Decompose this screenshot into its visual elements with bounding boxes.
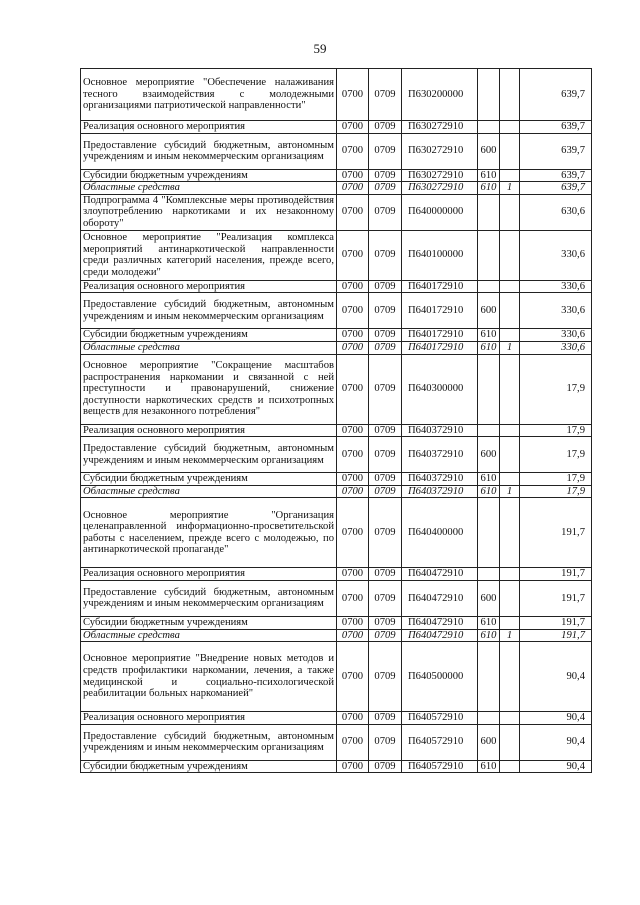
row-amount: 330,6 [520, 329, 592, 342]
row-amount: 17,9 [520, 485, 592, 498]
row-funding-source [500, 724, 520, 760]
row-expense-type: 610 [478, 485, 500, 498]
row-expense-type [478, 121, 500, 134]
row-subsection-code: 0709 [369, 424, 402, 437]
row-funding-source [500, 169, 520, 182]
row-funding-source [500, 329, 520, 342]
row-section-code: 0700 [337, 485, 369, 498]
row-expense-type: 600 [478, 437, 500, 473]
row-subsection-code: 0709 [369, 329, 402, 342]
row-target-article: П640100000 [402, 230, 478, 280]
row-name: Субсидии бюджетным учреждениям [81, 760, 337, 773]
row-target-article: П630272910 [402, 169, 478, 182]
row-section-code: 0700 [337, 121, 369, 134]
row-expense-type: 610 [478, 169, 500, 182]
row-name: Реализация основного мероприятия [81, 568, 337, 581]
row-expense-type [478, 194, 500, 230]
row-expense-type: 610 [478, 473, 500, 486]
row-target-article: П640372910 [402, 485, 478, 498]
row-amount: 17,9 [520, 473, 592, 486]
row-section-code: 0700 [337, 437, 369, 473]
row-target-article: П640500000 [402, 642, 478, 712]
row-target-article: П640172910 [402, 280, 478, 293]
row-name: Областные средства [81, 182, 337, 195]
row-name: Основное мероприятие "Организация целенаправленной информационно-просветительской работы с населением, прежде всего с молодежью, по антинаркотической пропаганде" [81, 498, 337, 568]
row-name: Областные средства [81, 629, 337, 642]
row-subsection-code: 0709 [369, 121, 402, 134]
row-name: Областные средства [81, 341, 337, 354]
row-section-code: 0700 [337, 280, 369, 293]
row-expense-type: 610 [478, 341, 500, 354]
row-amount: 191,7 [520, 616, 592, 629]
table-row [81, 629, 592, 642]
row-funding-source [500, 568, 520, 581]
row-section-code: 0700 [337, 424, 369, 437]
row-amount: 191,7 [520, 568, 592, 581]
row-name: Реализация основного мероприятия [81, 712, 337, 725]
budget-table [80, 68, 592, 773]
row-amount: 330,6 [520, 293, 592, 329]
row-funding-source [500, 133, 520, 169]
row-section-code: 0700 [337, 329, 369, 342]
row-subsection-code: 0709 [369, 629, 402, 642]
row-name: Областные средства [81, 485, 337, 498]
table-row [81, 194, 592, 230]
row-name: Предоставление субсидий бюджетным, автономным учреждениям и иным некоммерческим организациям [81, 580, 337, 616]
table-row [81, 580, 592, 616]
row-target-article: П640572910 [402, 724, 478, 760]
row-target-article: П640572910 [402, 712, 478, 725]
row-subsection-code: 0709 [369, 293, 402, 329]
row-target-article: П630200000 [402, 69, 478, 121]
table-row [81, 498, 592, 568]
row-section-code: 0700 [337, 194, 369, 230]
table-row [81, 473, 592, 486]
row-funding-source [500, 230, 520, 280]
row-name: Основное мероприятие "Внедрение новых методов и средств профилактики наркомании, лечения, а также медицинской и социально-психологической реабилитации больных наркоманией" [81, 642, 337, 712]
row-subsection-code: 0709 [369, 473, 402, 486]
row-section-code: 0700 [337, 580, 369, 616]
row-funding-source: 1 [500, 485, 520, 498]
row-funding-source [500, 616, 520, 629]
row-section-code: 0700 [337, 760, 369, 773]
table-row [81, 182, 592, 195]
row-amount: 330,6 [520, 280, 592, 293]
row-target-article: П630272910 [402, 133, 478, 169]
row-funding-source [500, 580, 520, 616]
row-subsection-code: 0709 [369, 169, 402, 182]
row-subsection-code: 0709 [369, 760, 402, 773]
row-section-code: 0700 [337, 568, 369, 581]
row-expense-type [478, 568, 500, 581]
row-expense-type [478, 230, 500, 280]
row-expense-type: 610 [478, 182, 500, 195]
row-section-code: 0700 [337, 293, 369, 329]
table-row [81, 642, 592, 712]
row-funding-source [500, 473, 520, 486]
row-target-article: П640372910 [402, 473, 478, 486]
row-funding-source [500, 69, 520, 121]
row-funding-source: 1 [500, 629, 520, 642]
table-row [81, 616, 592, 629]
row-subsection-code: 0709 [369, 69, 402, 121]
row-target-article: П630272910 [402, 182, 478, 195]
row-funding-source [500, 194, 520, 230]
row-subsection-code: 0709 [369, 194, 402, 230]
table-row [81, 437, 592, 473]
table-row [81, 293, 592, 329]
table-row [81, 341, 592, 354]
row-section-code: 0700 [337, 230, 369, 280]
row-name: Основное мероприятие "Реализация комплекса мероприятий антинаркотической направленности среди различных категорий населения, прежде всего, среди молодежи" [81, 230, 337, 280]
row-section-code: 0700 [337, 724, 369, 760]
row-amount: 90,4 [520, 642, 592, 712]
table-row [81, 424, 592, 437]
row-expense-type [478, 424, 500, 437]
row-section-code: 0700 [337, 712, 369, 725]
row-subsection-code: 0709 [369, 498, 402, 568]
row-expense-type: 610 [478, 329, 500, 342]
row-funding-source [500, 354, 520, 424]
row-expense-type: 610 [478, 616, 500, 629]
row-target-article: П630272910 [402, 121, 478, 134]
row-funding-source: 1 [500, 182, 520, 195]
row-amount: 90,4 [520, 724, 592, 760]
row-amount: 639,7 [520, 133, 592, 169]
row-section-code: 0700 [337, 498, 369, 568]
row-amount: 639,7 [520, 169, 592, 182]
row-expense-type [478, 498, 500, 568]
row-target-article: П640300000 [402, 354, 478, 424]
row-funding-source [500, 642, 520, 712]
row-name: Субсидии бюджетным учреждениям [81, 473, 337, 486]
row-expense-type [478, 354, 500, 424]
table-row [81, 169, 592, 182]
row-section-code: 0700 [337, 616, 369, 629]
row-section-code: 0700 [337, 169, 369, 182]
row-subsection-code: 0709 [369, 341, 402, 354]
table-row [81, 280, 592, 293]
row-name: Предоставление субсидий бюджетным, автономным учреждениям и иным некоммерческим организациям [81, 724, 337, 760]
row-expense-type [478, 642, 500, 712]
row-amount: 630,6 [520, 194, 592, 230]
row-expense-type: 600 [478, 724, 500, 760]
row-target-article: П640472910 [402, 616, 478, 629]
row-subsection-code: 0709 [369, 580, 402, 616]
row-amount: 17,9 [520, 437, 592, 473]
row-subsection-code: 0709 [369, 712, 402, 725]
row-subsection-code: 0709 [369, 182, 402, 195]
table-row [81, 354, 592, 424]
row-target-article: П640172910 [402, 341, 478, 354]
row-subsection-code: 0709 [369, 133, 402, 169]
row-name: Субсидии бюджетным учреждениям [81, 616, 337, 629]
row-funding-source [500, 121, 520, 134]
row-name: Реализация основного мероприятия [81, 280, 337, 293]
row-name: Предоставление субсидий бюджетным, автономным учреждениям и иным некоммерческим организациям [81, 133, 337, 169]
row-subsection-code: 0709 [369, 354, 402, 424]
row-section-code: 0700 [337, 341, 369, 354]
table-row [81, 712, 592, 725]
table-row [81, 69, 592, 121]
table-row [81, 121, 592, 134]
row-target-article: П640172910 [402, 329, 478, 342]
row-section-code: 0700 [337, 133, 369, 169]
row-expense-type [478, 69, 500, 121]
row-target-article: П640572910 [402, 760, 478, 773]
row-funding-source: 1 [500, 341, 520, 354]
row-expense-type [478, 280, 500, 293]
row-amount: 90,4 [520, 760, 592, 773]
row-subsection-code: 0709 [369, 642, 402, 712]
row-name: Реализация основного мероприятия [81, 424, 337, 437]
row-subsection-code: 0709 [369, 230, 402, 280]
row-expense-type: 610 [478, 629, 500, 642]
row-funding-source [500, 760, 520, 773]
row-section-code: 0700 [337, 629, 369, 642]
row-subsection-code: 0709 [369, 568, 402, 581]
table-row [81, 329, 592, 342]
table-row [81, 760, 592, 773]
row-name: Субсидии бюджетным учреждениям [81, 329, 337, 342]
row-section-code: 0700 [337, 473, 369, 486]
row-amount: 330,6 [520, 341, 592, 354]
row-section-code: 0700 [337, 642, 369, 712]
row-amount: 639,7 [520, 182, 592, 195]
row-subsection-code: 0709 [369, 280, 402, 293]
row-amount: 191,7 [520, 629, 592, 642]
row-target-article: П640472910 [402, 568, 478, 581]
row-amount: 17,9 [520, 354, 592, 424]
row-expense-type: 600 [478, 133, 500, 169]
row-amount: 191,7 [520, 580, 592, 616]
row-funding-source [500, 437, 520, 473]
row-section-code: 0700 [337, 69, 369, 121]
row-amount: 639,7 [520, 69, 592, 121]
row-target-article: П640000000 [402, 194, 478, 230]
row-target-article: П640372910 [402, 424, 478, 437]
table-row [81, 133, 592, 169]
row-amount: 17,9 [520, 424, 592, 437]
row-name: Субсидии бюджетным учреждениям [81, 169, 337, 182]
row-amount: 191,7 [520, 498, 592, 568]
row-expense-type: 610 [478, 760, 500, 773]
table-row [81, 568, 592, 581]
row-name: Предоставление субсидий бюджетным, автономным учреждениям и иным некоммерческим организациям [81, 293, 337, 329]
row-target-article: П640472910 [402, 580, 478, 616]
row-amount: 639,7 [520, 121, 592, 134]
row-expense-type: 600 [478, 293, 500, 329]
table-row [81, 724, 592, 760]
row-target-article: П640400000 [402, 498, 478, 568]
row-name: Реализация основного мероприятия [81, 121, 337, 134]
row-section-code: 0700 [337, 182, 369, 195]
row-subsection-code: 0709 [369, 724, 402, 760]
table-row [81, 485, 592, 498]
row-amount: 90,4 [520, 712, 592, 725]
row-section-code: 0700 [337, 354, 369, 424]
row-expense-type [478, 712, 500, 725]
row-name: Предоставление субсидий бюджетным, автономным учреждениям и иным некоммерческим организациям [81, 437, 337, 473]
row-target-article: П640472910 [402, 629, 478, 642]
row-name: Основное мероприятие "Сокращение масштабов распространения наркомании и связанной с ней преступности и правонарушений, снижение доступности наркотических средств и психотропных веществ для незаконного потребления" [81, 354, 337, 424]
page-number: 59 [313, 41, 327, 56]
table-row [81, 230, 592, 280]
row-expense-type: 600 [478, 580, 500, 616]
row-target-article: П640172910 [402, 293, 478, 329]
row-funding-source [500, 424, 520, 437]
row-target-article: П640372910 [402, 437, 478, 473]
row-subsection-code: 0709 [369, 485, 402, 498]
row-funding-source [500, 712, 520, 725]
row-subsection-code: 0709 [369, 437, 402, 473]
row-funding-source [500, 293, 520, 329]
row-name: Подпрограмма 4 "Комплексные меры противодействия злоупотреблению наркотиками и их незаконному обороту" [81, 194, 337, 230]
row-subsection-code: 0709 [369, 616, 402, 629]
row-amount: 330,6 [520, 230, 592, 280]
row-funding-source [500, 498, 520, 568]
row-name: Основное мероприятие "Обеспечение налаживания тесного взаимодействия с молодежными организациями патриотической направленности" [81, 69, 337, 121]
row-funding-source [500, 280, 520, 293]
